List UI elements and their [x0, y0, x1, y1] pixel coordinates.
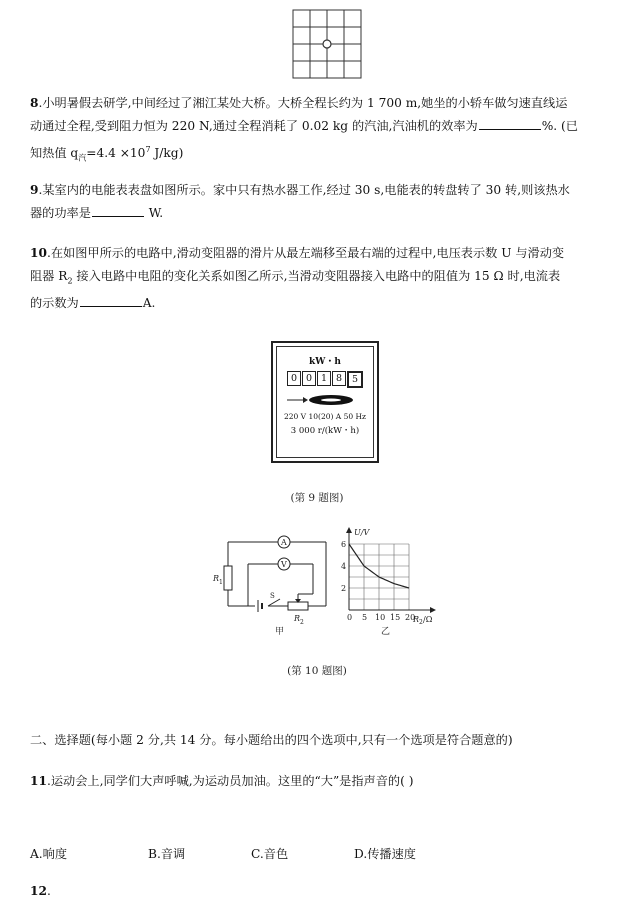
q10-line1: 10.在如图甲所示的电路中,滑动变阻器的滑片从最左端移至最右端的过程中,电压表示数 U 与滑动变: [30, 246, 565, 260]
ammeter-label: A: [281, 538, 287, 547]
x-tick-label: 10: [375, 613, 386, 622]
electric-meter-figure: [271, 341, 379, 463]
question-8: [30, 92, 610, 170]
y-axis-arrow-icon: [346, 527, 352, 533]
switch-lever: [268, 599, 280, 606]
q9-line1: 9.某室内的电能表表盘如图所示。家中只有热水器工作,经过 30 s,电能表的转盘转了 30 转,则该热水: [30, 183, 570, 197]
x-axis-label: R: [413, 615, 420, 624]
y-tick-label: 4: [341, 562, 347, 571]
q9-number: 9: [30, 183, 39, 197]
r1-resistor: [224, 566, 232, 590]
q11-option-d[interactable]: D.传播速度: [354, 847, 416, 861]
section-2-heading: 二、选择题(每小题 2 分,共 14 分。每小题给出的四个选项中,只有一个选项是符合题意的): [30, 733, 513, 747]
meter-digit: 0: [302, 371, 316, 386]
x-tick-label: 20: [405, 613, 416, 622]
x-tick-label: 15: [390, 613, 401, 622]
q11-stem: .运动会上,同学们大声呼喊,为运动员加油。这里的“大”是指声音的( ): [46, 774, 414, 788]
q9-answer-blank[interactable]: [92, 204, 144, 217]
question-9: [30, 179, 610, 225]
meter-spec-revs: 3 000 r/(kW・h): [290, 426, 360, 436]
q11-number: 11: [30, 774, 47, 788]
q10-line2: 阻器 $R_2$ 接入电路中电阻的变化关系如图乙所示,当滑动变阻器接入电路中的阻值为 15 Ω 时,电流表: [30, 269, 561, 286]
meter-digit-decimal: 5: [347, 371, 363, 388]
q8-line3: 知热值 $q_汽=4.4 \times 10^7$ J/kg): [30, 145, 184, 163]
question-11: [30, 770, 610, 793]
q12-number: 12: [30, 884, 47, 898]
q11-option-c[interactable]: C.音色: [251, 847, 289, 861]
x-axis-arrow-icon: [430, 607, 436, 613]
voltmeter-label: V: [281, 560, 287, 569]
meter-disc-icon: [285, 394, 365, 406]
q9-line2: 器的功率是 W.: [30, 206, 164, 220]
y-tick-label: 2: [341, 584, 347, 593]
grid-figure: [292, 9, 362, 79]
meter-digit: 1: [317, 371, 331, 386]
q8-line1: 8.小明暑假去研学,中间经过了湘江某处大桥。大桥全程长约为 1 700 m,她坐的小轿车做匀速直线运: [30, 96, 568, 110]
fig10-caption: (第 10 题图): [287, 665, 347, 677]
r2-label: R: [294, 614, 301, 623]
q10-number: 10: [30, 246, 47, 260]
u-r2-graph: [335, 524, 455, 642]
meter-digits: [277, 371, 373, 388]
q11-option-b[interactable]: B.音调: [148, 847, 186, 861]
circuit-caption: 甲: [275, 627, 285, 637]
r2-rheostat: [288, 602, 308, 610]
circuit-diagram: [208, 528, 338, 638]
question-12: 12.: [30, 884, 51, 898]
x-axis-label-subscript: 2: [419, 619, 423, 626]
meter-spec-rating: 220 V 10(20) A 50 Hz: [283, 412, 367, 421]
meter-digit: 0: [287, 371, 301, 386]
r2-subscript: 2: [300, 619, 304, 626]
question-10: [30, 242, 610, 315]
fig9-caption: (第 9 题图): [290, 492, 344, 504]
meter-unit: kW・h: [309, 357, 341, 367]
q8-answer-blank[interactable]: [479, 117, 541, 130]
x-tick-label: 5: [362, 613, 368, 622]
switch-label: S: [270, 592, 275, 600]
q10-line3: 的示数为 A.: [30, 296, 156, 311]
q10-answer-blank[interactable]: [80, 294, 142, 307]
x-axis-unit: /Ω: [423, 615, 433, 624]
grid-dot-icon: [323, 40, 331, 48]
q8-number: 8: [30, 96, 39, 110]
y-axis-label: U/V: [354, 528, 370, 537]
q8-line2: 动通过全程,受到阻力恒为 220 N,通过全程消耗了 0.02 kg 的汽油,汽油机的效率为 %. (已: [30, 119, 578, 133]
x-tick-label: 0: [347, 613, 353, 622]
r1-subscript: 1: [219, 579, 223, 586]
y-tick-label: 6: [341, 540, 347, 549]
r1-label: R: [213, 574, 220, 583]
graph-caption: 乙: [381, 627, 391, 637]
meter-digit: 8: [332, 371, 346, 386]
q11-option-a[interactable]: A.响度: [30, 847, 68, 861]
meter-face: [276, 346, 374, 458]
